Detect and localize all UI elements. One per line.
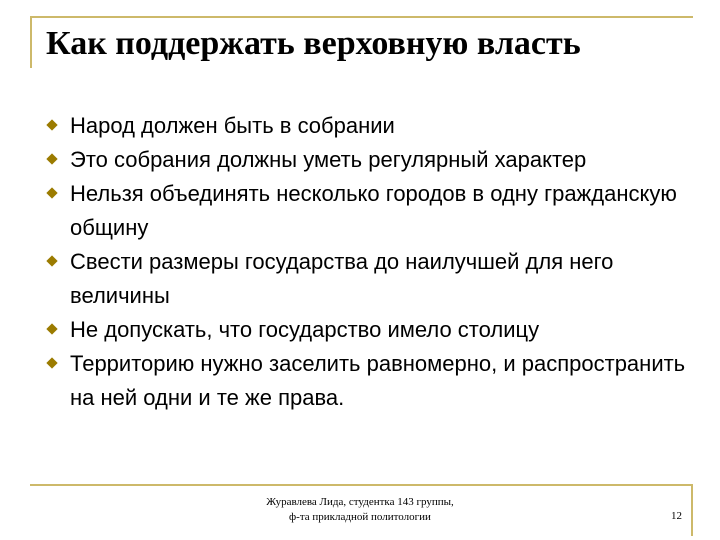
- diamond-bullet-icon: [46, 119, 57, 130]
- bullet-text: Свести размеры государства до наилучшей для него величины: [70, 249, 614, 308]
- bullet-text: Территорию нужно заселить равномерно, и распространить на ней одни и те же права.: [70, 351, 686, 410]
- faculty-line: ф-та прикладной политологии: [289, 511, 431, 523]
- right-frame-line: [691, 484, 693, 536]
- bullet-item-regular-assemblies: [45, 143, 690, 177]
- footer-author: [210, 495, 510, 525]
- bullet-text: Это собрания должны уметь регулярный характер: [70, 147, 587, 172]
- bullet-list: [45, 109, 690, 415]
- bullet-item-no-city-union: [45, 177, 690, 245]
- author-line: Журавлева Лида, студентка 143 группы,: [266, 496, 454, 508]
- bullet-text: Не допускать, что государство имело столицу: [70, 317, 540, 342]
- diamond-bullet-icon: [46, 153, 57, 164]
- diamond-bullet-icon: [46, 357, 57, 368]
- diamond-bullet-icon: [46, 323, 57, 334]
- bullet-item-no-capital: [45, 313, 690, 347]
- slide-title: Как поддержать верховную власть: [46, 25, 581, 62]
- top-frame-line: [30, 16, 693, 18]
- diamond-bullet-icon: [46, 255, 57, 266]
- bullet-item-assembly: [45, 109, 690, 143]
- left-frame-line: [30, 16, 32, 68]
- page-number: 12: [671, 510, 682, 522]
- bullet-item-state-size: [45, 245, 690, 313]
- bottom-frame-line: [30, 484, 693, 486]
- bullet-text: Нельзя объединять несколько городов в одну гражданскую общину: [70, 181, 677, 240]
- bullet-text: Народ должен быть в собрании: [70, 113, 395, 138]
- bullet-item-equal-territory: [45, 347, 690, 415]
- diamond-bullet-icon: [46, 187, 57, 198]
